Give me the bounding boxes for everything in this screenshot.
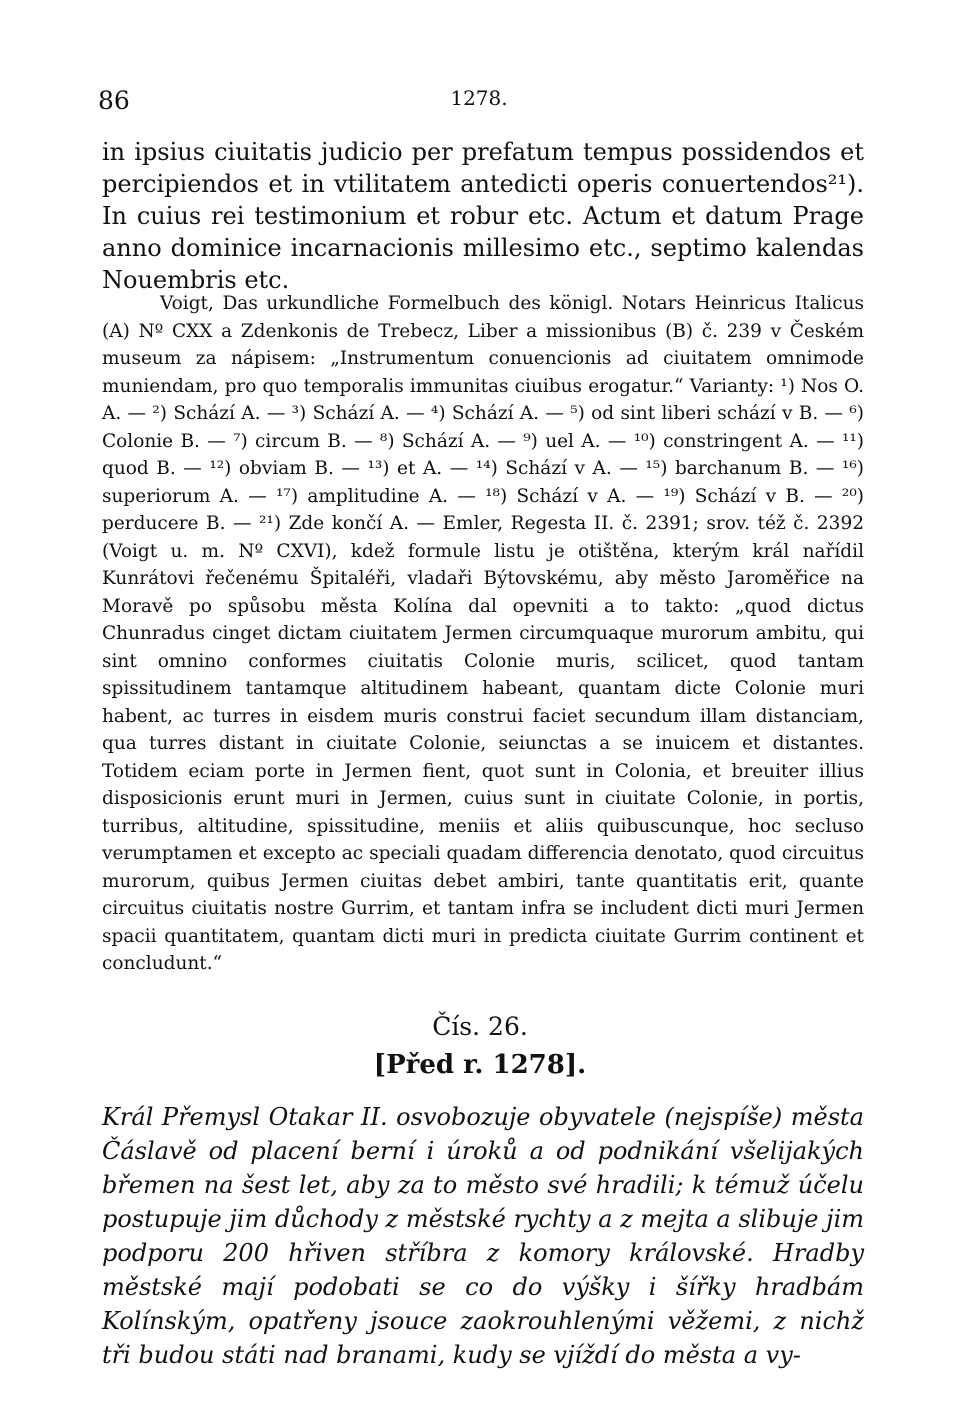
page-header xyxy=(98,86,860,126)
notes-paragraph: Voigt, Das urkundliche Formelbuch des königl. Notars Heinricus Italicus (A) Nº CXX a Zdenkonis de Trebecz, Liber a missionibus (B) č. 239 v Českém museum za nápisem: „Instrumentum conuencionis ad ciuitatem omnimode muniendam, pro quo temporalis immunitas ciuibus erogatur.“ Varianty: ¹) Nos O. A. — ²) Schází A. — ³) Schází A. — ⁴) Schází A. — ⁵) od sint liberi schází v B. — ⁶) Colonie B. — ⁷) circum B. — ⁸) Schází A. — ⁹) uel A. — ¹⁰) constringent A. — ¹¹) quod B. — ¹²) obviam B. — ¹³) et A. — ¹⁴) Schází v A. — ¹⁵) barchanum B. — ¹⁶) superiorum A. — ¹⁷) amplitudine A. — ¹⁸) Schází v A. — ¹⁹) Schází v B. — ²⁰) perducere B. — ²¹) Zde končí A. — Emler, Regesta II. č. 2391; srov. též č. 2392 (Voigt u. m. Nº CXVI), kdež formule listu je otištěna, kterým král nařídil Kunrátovi řečenému Špitaléři, vladaři Býtovskému, aby město Jaroměřice na Moravě po spůsobu města Kolína dal opevniti a to takto: „quod dictus Chunradus cinget dictam ciuitatem Jermen circumquaque murorum ambitu, qui sint omnino conformes ciuitatis Colonie muris, scilicet, quod tantam spissitudinem tantamque altitudinem habeant, quantam dicte Colonie muri habent, ac turres in eisdem muris construi faciet secundum illam distanciam, qua turres distant in ciuitate Colonie, seiunctas a se inuicem et distantes. Totidem eciam porte in Jermen fient, quot sunt in Colonia, et breuiter illius disposicionis erunt muri in Jermen, cuius sunt in ciuitate Colonie, in portis, turribus, altitudine, spissitudine, meniis et aliis quibuscunque, hoc secluso verumptamen et excepto ac speciali quadam differencia denotato, quod circuitus murorum, quibus Jermen ciuitas debet ambiri, tante quantitatis erit, quante circuitus ciuitatis nostre Gurrim, et tantam infra se includent dicti muri Jermen spacii quantitatem, quantam dicti muri in predicta ciuitate Gurrim continent et concludunt.“ xyxy=(102,293,864,974)
document-date: [Před r. 1278]. xyxy=(373,1050,587,1080)
page-number: 86 xyxy=(98,86,130,115)
running-year: 1278. xyxy=(450,86,508,110)
editorial-notes xyxy=(102,290,864,978)
document-text-continuation: in ipsius ciuitatis judicio per prefatum tempus possidendos et percipiendos et in vtilitatem antedicti operis conuertendos²¹). In cuius rei testimonium et robur etc. Actum et datum Prage anno dominice incarnacionis millesimo etc., septimo kalendas Nouembris etc. xyxy=(102,138,864,294)
regest-summary: Král Přemysl Otakar II. osvobozuje obyvatele (nejspíše) města Čáslavě od placení berní i úroků a od podnikání všelijakých břemen na šest let, aby za to město své hradili; k témuž účelu postupuje jim důchody z městské rychty a z mejta a slibuje jim podporu 200 hřiven stříbra z komory královské. Hradby městské mají podobati se co do výšky i šířky hradbám Kolínským, opatřeny jsouce zaokrouhlenými věžemi, z nichž tři budou státi nad branami, kudy se vjíždí do města a vy- xyxy=(102,1103,864,1369)
document-number: Čís. 26. xyxy=(432,1012,528,1041)
